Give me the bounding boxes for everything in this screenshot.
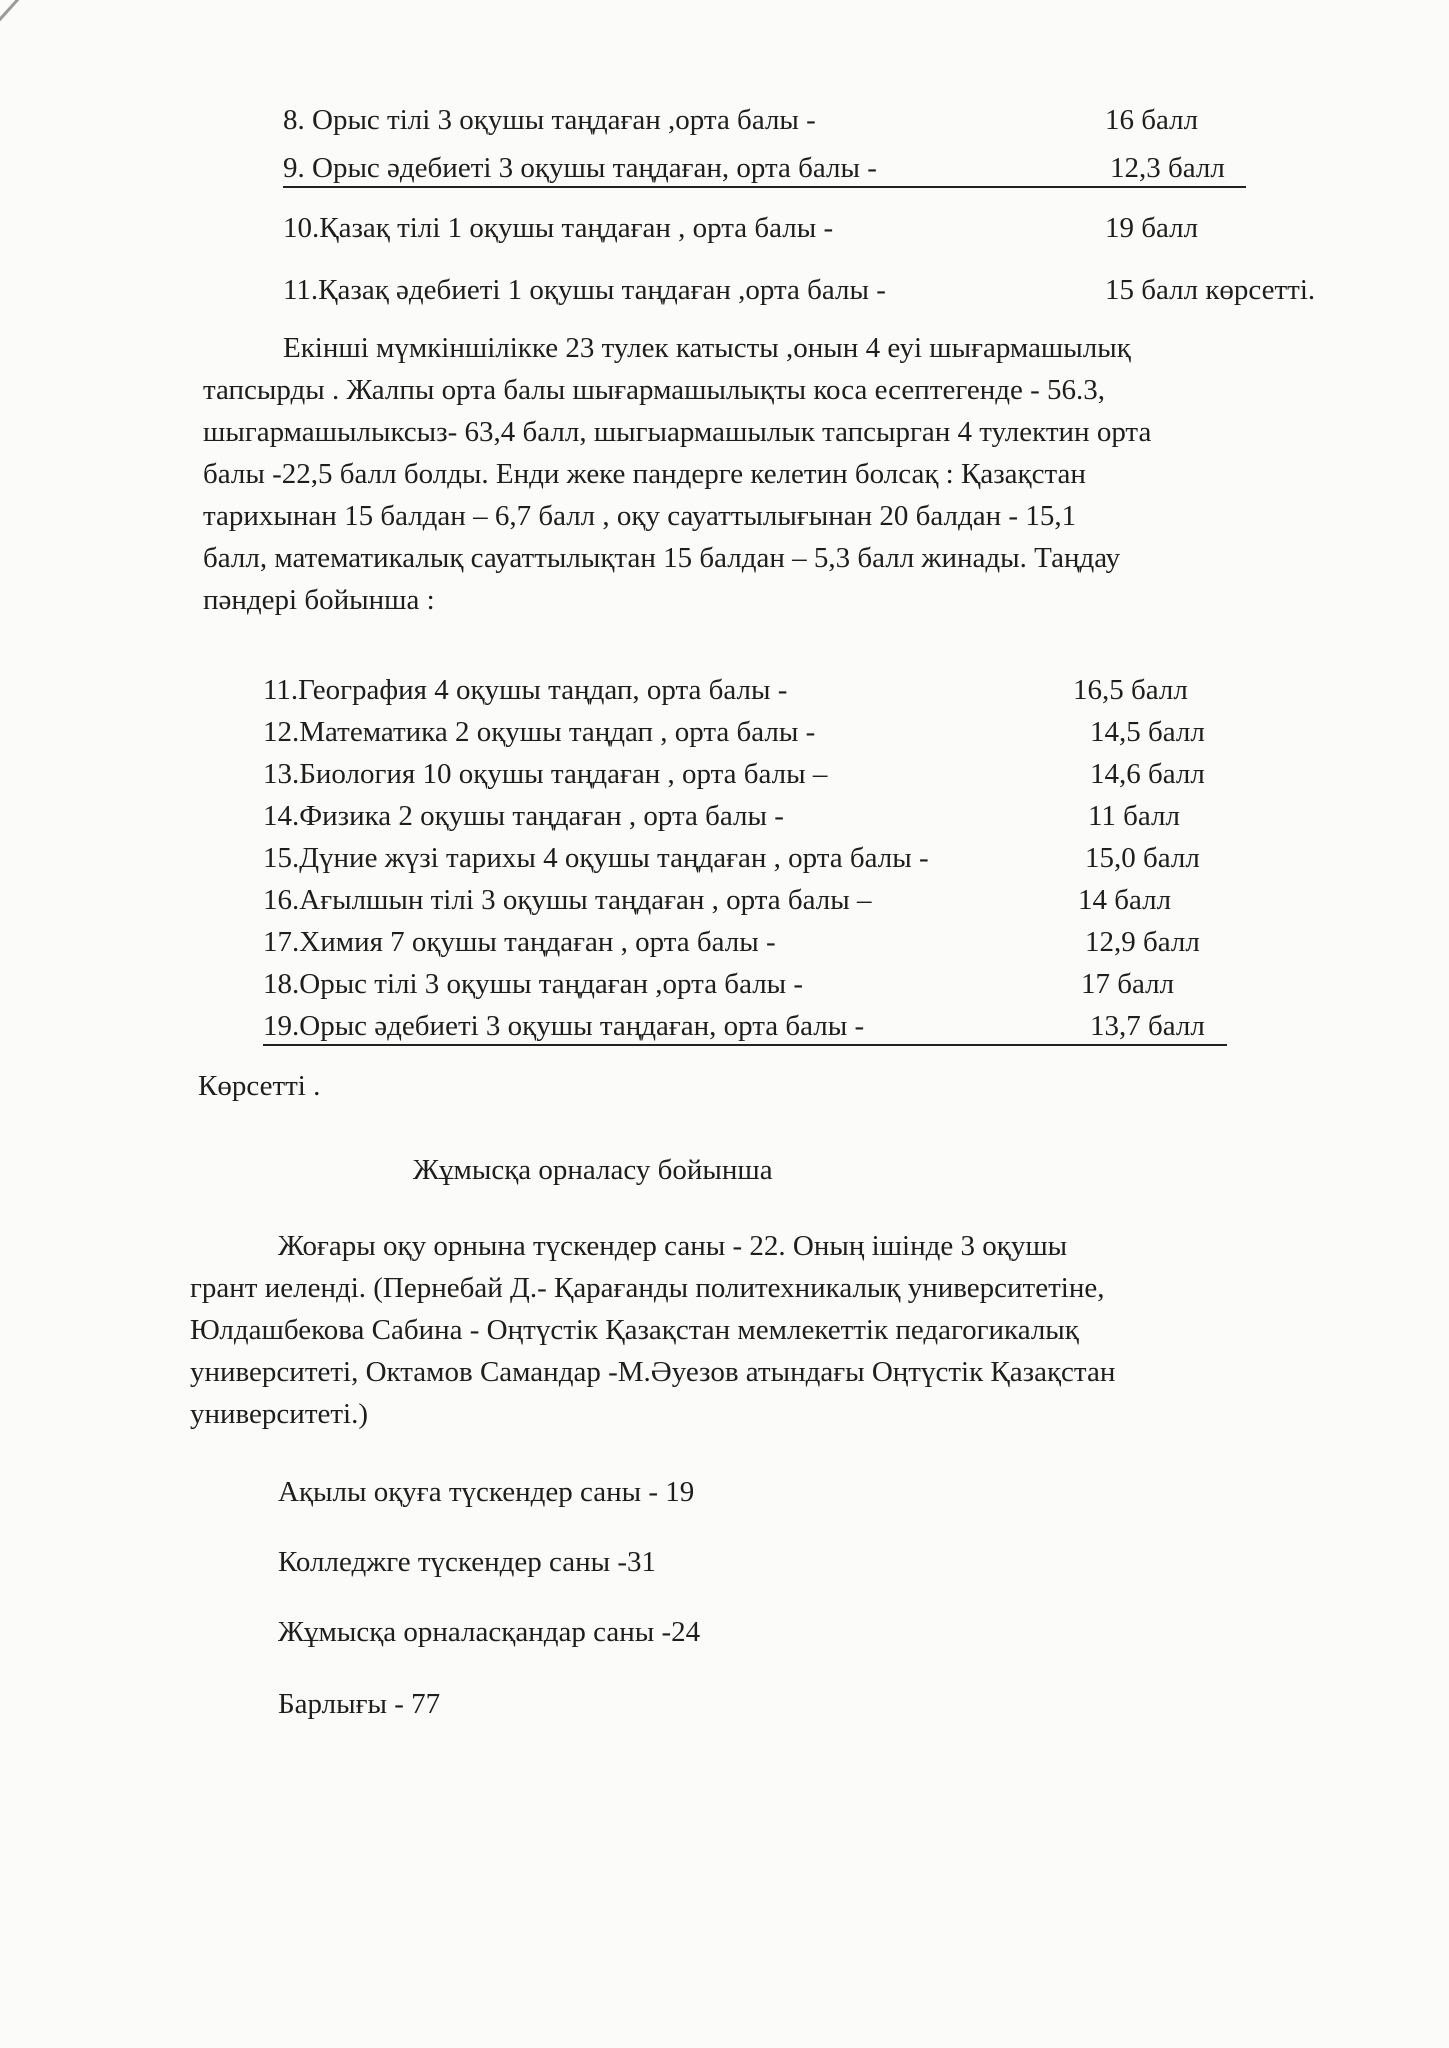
stat-line: Жұмысқа орналасқандар саны -24 [278,1616,701,1648]
list-item [283,150,1246,188]
list-item-value: 12,3 балл [1110,152,1225,184]
stat-line: Ақылы оқуға түскендер саны - 19 [278,1476,695,1508]
paragraph-line: Юлдашбекова Сабина - Оңтүстік Қазақстан мемлекеттік педагогикалық [190,1314,1079,1346]
list-item-value: 13,7 балл [1090,1010,1205,1042]
list-item-text: 15.Дүние жүзі тарихы 4 оқушы таңдаған , орта балы - [263,842,929,874]
closing-text: Көрсетті . [198,1070,321,1102]
list-item [263,1008,1227,1046]
list-item-text: 14.Физика 2 оқушы таңдаған , орта балы - [263,800,784,832]
list-item [263,966,1233,1002]
paragraph-line: Жоғары оқу орнына түскендер саны - 22. Оның ішінде 3 оқушы [278,1230,1068,1262]
list-item-text: 17.Химия 7 оқушы таңдаған , орта балы - [263,926,776,958]
list-item [263,798,1233,834]
list-item-text: 18.Орыс тілі 3 оқушы таңдаған ,орта балы - [263,968,804,1000]
list-item [263,756,1233,792]
list-item [263,672,1233,708]
list-item [283,272,1373,308]
list-item-text: 16.Ағылшын тілі 3 оқушы таңдаған , орта балы – [263,884,872,916]
list-item-text: 11.География 4 оқушы таңдап, орта балы - [263,674,788,706]
paragraph-line: тапсырды . Жалпы орта балы шығармашылықты коса есептегенде - 56.3, [203,374,1106,406]
list-item [283,210,1253,246]
list-item-value: 14,6 балл [1090,758,1205,790]
section-heading: Жұмысқа орналасу бойынша [413,1154,773,1186]
list-item [263,882,1233,918]
stat-line: Барлығы - 77 [278,1688,441,1720]
list-item-value: 16,5 балл [1073,674,1188,706]
paragraph-line: университеті.) [190,1398,369,1430]
list-item [263,714,1233,750]
paragraph-line: грант иеленді. (Пернебай Д.- Қарағанды политехникалық университетіне, [190,1272,1105,1304]
list-item-value: 15 балл көрсетті. [1105,274,1316,306]
stat-line: Колледжге түскендер саны -31 [278,1546,657,1578]
paragraph-line: университеті, Октамов Самандар -М.Әуезов атындағы Оңтүстік Қазақстан [190,1356,1116,1388]
list-item [283,102,1253,138]
list-item-value: 12,9 балл [1085,926,1200,958]
paragraph-line: шыгармашылыксыз- 63,4 балл, шыгыармашылык тапсырган 4 тулектин орта [203,416,1152,448]
list-item-value: 14,5 балл [1090,716,1205,748]
list-item-text: 10.Қазақ тілі 1 оқушы таңдаған , орта балы - [283,212,834,244]
paragraph-line: балы -22,5 балл болды. Енди жеке пандерге келетин болсақ : Қазақстан [203,458,1086,490]
list-item-text: 12.Математика 2 оқушы таңдап , орта балы - [263,716,816,748]
list-item [263,924,1233,960]
list-item-text: 9. Орыс әдебиеті 3 оқушы таңдаған, орта балы - [283,152,877,184]
list-item-text: 8. Орыс тілі 3 оқушы таңдаған ,орта балы - [283,104,816,136]
list-item-value: 16 балл [1105,104,1199,136]
scan-corner-mark [0,0,75,43]
list-item-value: 11 балл [1088,800,1180,832]
list-item-text: 11.Қазақ әдебиеті 1 оқушы таңдаған ,орта балы - [283,274,886,306]
list-item-value: 14 балл [1078,884,1172,916]
paragraph-line: Екінші мүмкіншілікке 23 тулек катысты ,онын 4 еуі шығармашылық [283,332,1131,364]
paragraph-line: балл, математикалық сауаттылықтан 15 балдан – 5,3 балл жинады. Таңдау [203,542,1121,574]
list-item-value: 19 балл [1105,212,1199,244]
paragraph-line: тарихынан 15 балдан – 6,7 балл , оқу сауаттылығынан 20 балдан - 15,1 [203,500,1077,532]
paragraph-line: пәндері бойынша : [203,584,435,616]
list-item-text: 19.Орыс әдебиеті 3 оқушы таңдаған, орта балы - [263,1010,865,1042]
list-item-value: 15,0 балл [1085,842,1200,874]
list-item [263,840,1233,876]
list-item-value: 17 балл [1081,968,1175,1000]
list-item-text: 13.Биология 10 оқушы таңдаған , орта балы – [263,758,828,790]
